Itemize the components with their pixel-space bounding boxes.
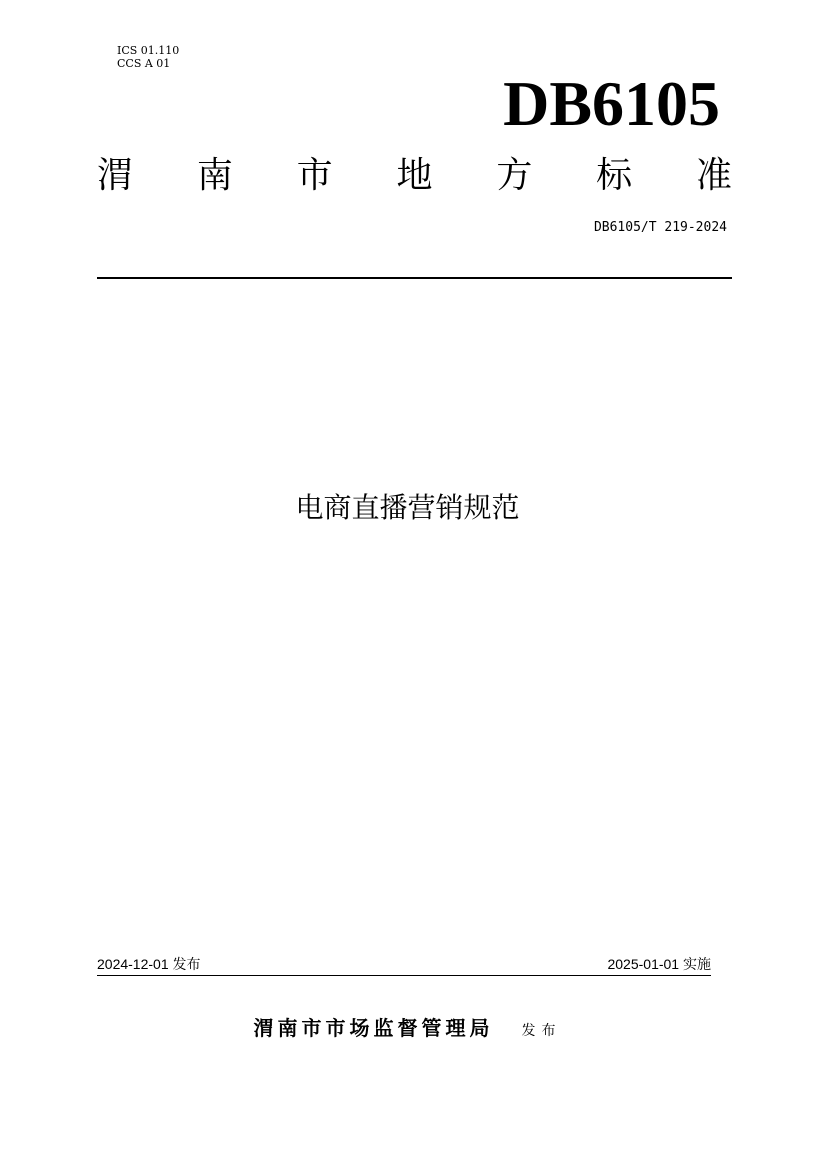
header-divider [97, 277, 732, 279]
document-title: 电商直播营销规范 [295, 491, 520, 524]
issue-date-group [97, 953, 201, 975]
implement-date: 2025-01-01 [607, 956, 680, 972]
standard-type-heading [97, 150, 732, 202]
standard-type-char: 地 [396, 155, 433, 196]
ccs-code: CCS A 01 [117, 57, 171, 70]
standard-type-char: 渭 [97, 155, 134, 196]
standard-type-char: 市 [296, 155, 333, 196]
standard-type-char: 方 [496, 155, 533, 196]
issuer-action: 发布 [521, 1023, 562, 1039]
standard-type-char: 南 [196, 155, 233, 196]
classification-codes [117, 44, 179, 70]
implement-date-group [607, 953, 711, 975]
implement-label: 实施 [683, 956, 711, 972]
issue-label: 发布 [172, 956, 201, 972]
standard-number: DB6105/T 219-2024 [593, 220, 727, 235]
standard-type-char: 准 [695, 155, 732, 196]
ics-code: ICS 01.110 [117, 44, 180, 57]
standard-code-large: DB6105 [503, 68, 720, 139]
issuer-line [0, 1013, 815, 1046]
standard-type-char: 标 [596, 155, 633, 196]
issuer-name: 渭南市市场监督管理局 [253, 1016, 494, 1040]
issue-date: 2024-12-01 [97, 956, 169, 972]
dates-line [97, 953, 711, 976]
